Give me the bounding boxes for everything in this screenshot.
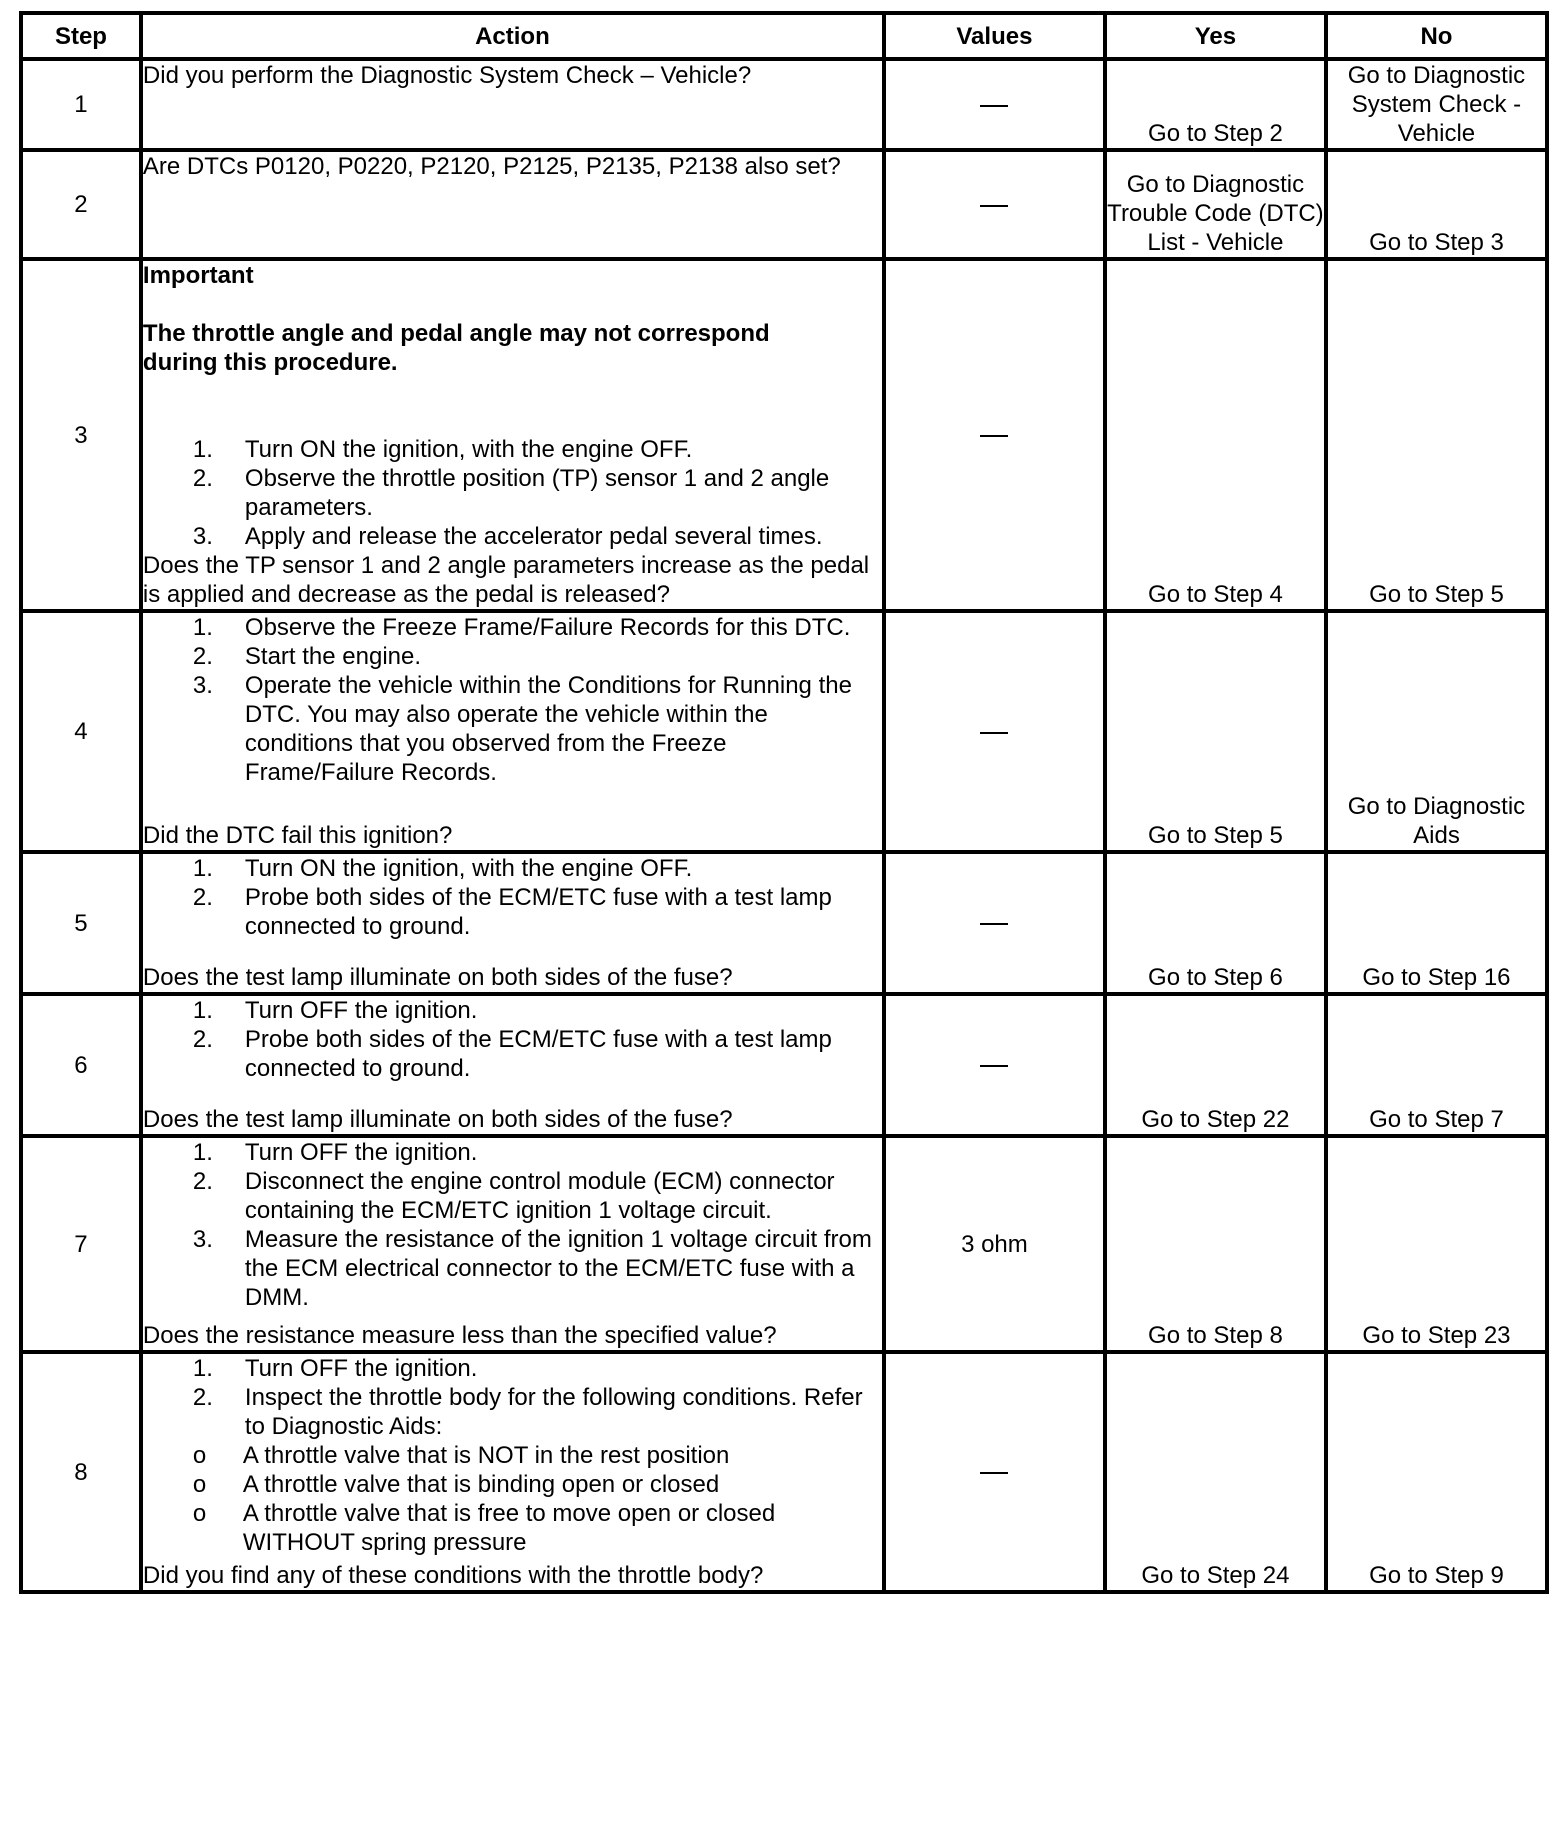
yes-cell: Go to Step 5 xyxy=(1105,611,1326,852)
step-index: 2. xyxy=(192,884,213,911)
header-step: Step xyxy=(21,13,141,59)
step-index: 1. xyxy=(192,997,213,1024)
numbered-step xyxy=(143,854,882,883)
table-row xyxy=(21,1136,1547,1352)
action-question: Does the test lamp illuminate on both sides of the fuse? xyxy=(142,964,733,991)
action-content xyxy=(143,152,882,257)
value-text: 3 ohm xyxy=(961,1230,1028,1258)
action-content xyxy=(143,61,882,148)
step-text: Probe both sides of the ECM/ETC fuse with a test lamp connected to ground. xyxy=(244,884,832,940)
no-value-dash xyxy=(980,435,1008,437)
bullet-marker: o xyxy=(192,1500,207,1527)
important-note: The throttle angle and pedal angle may not correspond during this procedure. xyxy=(142,320,770,376)
header-action: Action xyxy=(141,13,884,59)
step-index: 2. xyxy=(192,1384,213,1411)
no-value-dash xyxy=(980,1065,1008,1067)
no-cell: Go to Step 7 xyxy=(1326,994,1547,1136)
table-row xyxy=(21,611,1547,852)
bullet-marker: o xyxy=(192,1471,207,1498)
step-index: 1. xyxy=(192,614,213,641)
numbered-step xyxy=(143,671,882,787)
step-text: Turn ON the ignition, with the engine OFF. xyxy=(244,436,693,463)
table-row xyxy=(21,994,1547,1136)
action-text: Are DTCs P0120, P0220, P2120, P2125, P2135, P2138 also set? xyxy=(142,153,841,180)
action-instructions xyxy=(143,1354,882,1561)
table-row xyxy=(21,150,1547,259)
step-text: Apply and release the accelerator pedal several times. xyxy=(244,523,823,550)
step-number: 7 xyxy=(21,1136,141,1352)
action-instructions xyxy=(143,996,882,1105)
numbered-step xyxy=(143,883,882,941)
step-index: 1. xyxy=(192,855,213,882)
header-yes: Yes xyxy=(1105,13,1326,59)
step-index: 1. xyxy=(192,1355,213,1382)
action-instructions xyxy=(143,613,882,821)
step-number: 2 xyxy=(21,150,141,259)
step-number: 3 xyxy=(21,259,141,611)
step-index: 3. xyxy=(192,523,213,550)
step-index: 2. xyxy=(192,465,213,492)
action-cell xyxy=(141,611,884,852)
step-text: Operate the vehicle within the Conditions for Running the DTC. You may also operate the vehicle within the conditions that you observed from the Freeze Frame/Failure Records. xyxy=(244,672,852,786)
numbered-steps xyxy=(143,854,882,941)
action-cell xyxy=(141,994,884,1136)
step-number: 6 xyxy=(21,994,141,1136)
numbered-step xyxy=(143,1025,882,1083)
numbered-steps xyxy=(143,996,882,1083)
step-text: Inspect the throttle body for the following conditions. Refer to Diagnostic Aids: xyxy=(244,1384,863,1440)
numbered-step xyxy=(143,1167,882,1225)
step-index: 2. xyxy=(192,643,213,670)
yes-cell: Go to Step 24 xyxy=(1105,1352,1326,1592)
step-number: 1 xyxy=(21,59,141,150)
numbered-steps xyxy=(143,435,882,551)
action-instructions xyxy=(143,1138,882,1321)
step-number: 5 xyxy=(21,852,141,994)
step-number: 4 xyxy=(21,611,141,852)
values-cell xyxy=(884,611,1105,852)
step-text: Turn OFF the ignition. xyxy=(244,1355,478,1382)
spacer xyxy=(143,377,882,406)
numbered-steps xyxy=(143,1138,882,1312)
no-value-dash xyxy=(980,105,1008,107)
action-instructions xyxy=(143,261,882,551)
numbered-step xyxy=(143,642,882,671)
numbered-step xyxy=(143,522,882,551)
no-cell: Go to Step 16 xyxy=(1326,852,1547,994)
step-text: Start the engine. xyxy=(244,643,422,670)
action-cell xyxy=(141,150,884,259)
no-value-dash xyxy=(980,1472,1008,1474)
no-cell: Go to Step 9 xyxy=(1326,1352,1547,1592)
values-cell xyxy=(884,59,1105,150)
action-content xyxy=(143,1138,882,1350)
action-instructions xyxy=(143,152,882,257)
step-text: Measure the resistance of the ignition 1 voltage circuit from the ECM electrical connector to the ECM/ETC fuse with a DMM. xyxy=(244,1226,872,1311)
condition-text: A throttle valve that is binding open or closed xyxy=(242,1471,720,1498)
step-index: 2. xyxy=(192,1026,213,1053)
condition-text: A throttle valve that is free to move open or closed WITHOUT spring pressure xyxy=(242,1500,776,1556)
action-cell xyxy=(141,59,884,150)
values-cell xyxy=(884,1352,1105,1592)
step-index: 2. xyxy=(192,1168,213,1195)
action-cell xyxy=(141,852,884,994)
action-question: Does the test lamp illuminate on both sides of the fuse? xyxy=(142,1106,733,1133)
yes-cell: Go to Step 6 xyxy=(1105,852,1326,994)
numbered-step xyxy=(143,1354,882,1383)
condition-item xyxy=(141,1441,882,1470)
no-value-dash xyxy=(980,923,1008,925)
numbered-step xyxy=(143,1225,882,1312)
table-row xyxy=(21,59,1547,150)
no-cell: Go to Diagnostic System Check - Vehicle xyxy=(1326,59,1547,150)
step-index: 1. xyxy=(192,1139,213,1166)
header-row xyxy=(21,13,1547,59)
step-text: Disconnect the engine control module (ECM) connector containing the ECM/ETC ignition 1 voltage circuit. xyxy=(244,1168,835,1224)
step-text: Turn OFF the ignition. xyxy=(244,997,478,1024)
action-instructions xyxy=(143,61,882,148)
spacer xyxy=(143,406,882,435)
numbered-step xyxy=(143,1138,882,1167)
values-cell xyxy=(884,259,1105,611)
action-question: Does the TP sensor 1 and 2 angle parameters increase as the pedal is applied and decrease as the pedal is released? xyxy=(142,552,870,608)
table-row xyxy=(21,259,1547,611)
yes-cell: Go to Step 4 xyxy=(1105,259,1326,611)
no-value-dash xyxy=(980,732,1008,734)
diagnostic-table xyxy=(19,11,1549,1594)
yes-cell: Go to Step 8 xyxy=(1105,1136,1326,1352)
action-cell xyxy=(141,1352,884,1592)
spacer xyxy=(143,290,882,319)
no-value-dash xyxy=(980,205,1008,207)
values-cell xyxy=(884,994,1105,1136)
step-index: 3. xyxy=(192,672,213,699)
no-cell: Go to Diagnostic Aids xyxy=(1326,611,1547,852)
numbered-step xyxy=(143,1383,882,1557)
numbered-step xyxy=(143,613,882,642)
step-text: Observe the throttle position (TP) sensor 1 and 2 angle parameters. xyxy=(244,465,830,521)
no-cell: Go to Step 3 xyxy=(1326,150,1547,259)
action-content xyxy=(143,996,882,1134)
step-text: Probe both sides of the ECM/ETC fuse with a test lamp connected to ground. xyxy=(244,1026,832,1082)
step-index: 3. xyxy=(192,1226,213,1253)
numbered-step xyxy=(143,996,882,1025)
values-cell xyxy=(884,150,1105,259)
yes-cell: Go to Diagnostic Trouble Code (DTC) List - Vehicle xyxy=(1105,150,1326,259)
yes-cell: Go to Step 22 xyxy=(1105,994,1326,1136)
step-number: 8 xyxy=(21,1352,141,1592)
action-content xyxy=(143,261,882,609)
yes-cell: Go to Step 2 xyxy=(1105,59,1326,150)
condition-item xyxy=(141,1499,882,1557)
no-cell: Go to Step 5 xyxy=(1326,259,1547,611)
values-cell xyxy=(884,1136,1105,1352)
important-label: Important xyxy=(142,262,254,289)
step-text: Turn OFF the ignition. xyxy=(244,1139,478,1166)
no-cell: Go to Step 23 xyxy=(1326,1136,1547,1352)
numbered-step xyxy=(143,435,882,464)
values-cell xyxy=(884,852,1105,994)
step-text: Observe the Freeze Frame/Failure Records for this DTC. xyxy=(244,614,851,641)
header-no: No xyxy=(1326,13,1547,59)
header-values: Values xyxy=(884,13,1105,59)
numbered-steps xyxy=(143,613,882,787)
table-row xyxy=(21,1352,1547,1592)
action-cell xyxy=(141,259,884,611)
condition-list xyxy=(143,1441,882,1557)
action-text: Did you perform the Diagnostic System Check – Vehicle? xyxy=(142,62,752,89)
numbered-steps xyxy=(143,1354,882,1557)
action-content xyxy=(143,854,882,992)
numbered-step xyxy=(143,464,882,522)
action-content xyxy=(143,1354,882,1590)
condition-item xyxy=(141,1470,882,1499)
step-index: 1. xyxy=(192,436,213,463)
action-instructions xyxy=(143,854,882,963)
action-question: Does the resistance measure less than the specified value? xyxy=(142,1322,777,1349)
step-text: Turn ON the ignition, with the engine OFF. xyxy=(244,855,693,882)
action-question: Did you find any of these conditions with the throttle body? xyxy=(142,1562,764,1589)
condition-text: A throttle valve that is NOT in the rest position xyxy=(242,1442,730,1469)
table-row xyxy=(21,852,1547,994)
bullet-marker: o xyxy=(192,1442,207,1469)
action-cell xyxy=(141,1136,884,1352)
action-content xyxy=(143,613,882,850)
action-question: Did the DTC fail this ignition? xyxy=(142,822,453,849)
